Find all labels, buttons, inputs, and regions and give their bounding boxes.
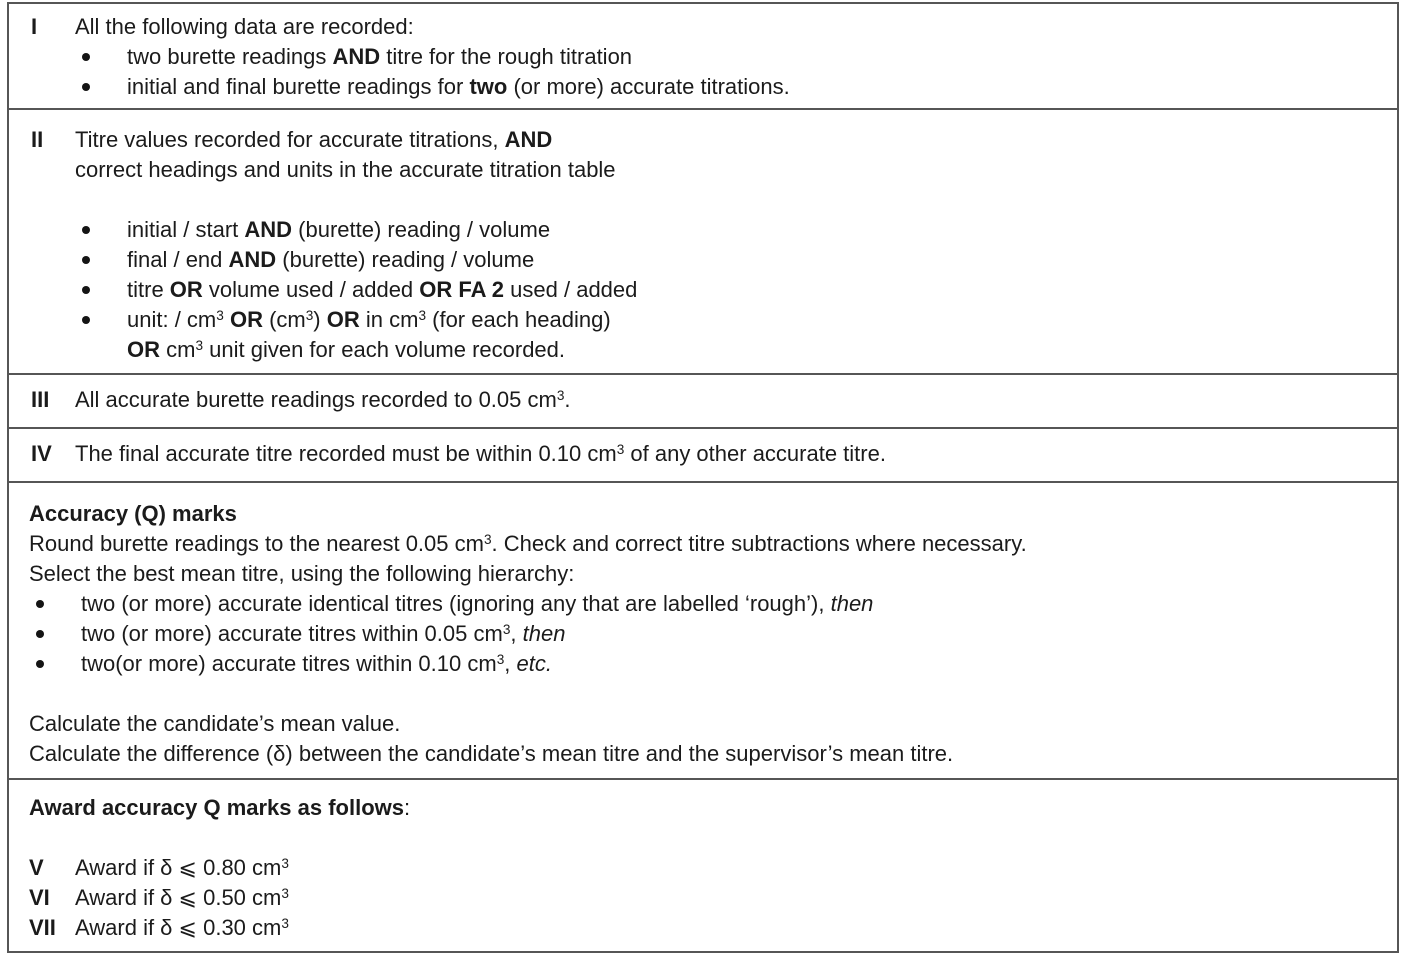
text-line bbox=[29, 709, 1353, 739]
text-segment: cm bbox=[160, 337, 196, 362]
text-segment: Award if δ ⩽ 0.30 cm bbox=[75, 915, 282, 940]
text-segment: Award accuracy Q marks as follows bbox=[29, 795, 404, 820]
text-segment: used / added bbox=[504, 277, 638, 302]
bullet-item bbox=[75, 42, 1379, 72]
bullet-item bbox=[29, 649, 1353, 679]
text-segment: All accurate burette readings recorded to 0.05 cm bbox=[75, 387, 557, 412]
text-segment: two burette readings bbox=[127, 44, 333, 69]
text-line bbox=[81, 619, 565, 649]
text-segment: OR FA 2 bbox=[419, 277, 505, 302]
row-content bbox=[75, 125, 1397, 365]
text-segment: two (or more) accurate identical titres (ignoring any that are labelled ‘rough’), bbox=[81, 591, 831, 616]
bullet-text bbox=[44, 619, 565, 649]
text-segment: Round burette readings to the nearest 0.05 cm bbox=[29, 531, 484, 556]
text-segment: AND bbox=[228, 247, 277, 272]
text-segment: 3 bbox=[281, 855, 289, 871]
text-segment: initial and final burette readings for bbox=[127, 74, 470, 99]
text-segment: The final accurate titre recorded must be within 0.10 cm bbox=[75, 441, 617, 466]
text-line bbox=[29, 793, 1379, 823]
bullet-item bbox=[75, 305, 1379, 365]
bullet-text bbox=[90, 275, 637, 305]
text-segment: 3 bbox=[616, 441, 625, 457]
text-segment: : bbox=[404, 795, 411, 820]
text-segment: titre bbox=[127, 277, 170, 302]
text-segment: 3 bbox=[556, 387, 565, 403]
bullet-icon bbox=[82, 53, 90, 61]
table-row-II bbox=[9, 108, 1397, 373]
row-content bbox=[75, 439, 1397, 469]
table-row-I bbox=[9, 4, 1397, 108]
criterion-numeral: VI bbox=[29, 885, 50, 910]
bullet-text bbox=[90, 42, 632, 72]
text-segment: 3 bbox=[305, 307, 314, 323]
text-segment: unit: / cm bbox=[127, 307, 217, 332]
bullet-item bbox=[75, 275, 1379, 305]
text-segment: Accuracy (Q) marks bbox=[29, 501, 237, 526]
text-segment: 3 bbox=[216, 307, 224, 323]
text-line bbox=[127, 275, 637, 305]
text-segment: , bbox=[510, 621, 523, 646]
row-content bbox=[75, 12, 1397, 102]
criterion-text bbox=[75, 883, 289, 913]
text-line bbox=[29, 499, 1353, 529]
bullet-icon bbox=[82, 286, 90, 294]
text-segment: etc. bbox=[516, 651, 552, 676]
bullet-icon bbox=[82, 83, 90, 91]
text-line bbox=[127, 305, 611, 335]
text-segment: (for each heading) bbox=[426, 307, 611, 332]
criterion-text bbox=[75, 853, 289, 883]
table-row-award bbox=[9, 778, 1397, 951]
bullet-icon bbox=[36, 600, 44, 608]
text-segment: titre for the rough titration bbox=[380, 44, 633, 69]
text-segment: (burette) reading / volume bbox=[292, 217, 551, 242]
blank-line bbox=[29, 823, 1379, 853]
text-segment: volume used / added bbox=[202, 277, 420, 302]
text-segment: 3 bbox=[483, 531, 492, 547]
text-segment: two(or more) accurate titres within 0.10 cm bbox=[81, 651, 497, 676]
criterion-row bbox=[29, 913, 1379, 943]
text-line bbox=[29, 559, 1353, 589]
bullet-item bbox=[75, 215, 1379, 245]
table-row-III bbox=[9, 373, 1397, 427]
criterion-numeral: VII bbox=[29, 915, 56, 940]
bullet-item bbox=[75, 72, 1379, 102]
row-content bbox=[29, 793, 1397, 943]
text-segment: then bbox=[830, 591, 874, 616]
text-line bbox=[75, 155, 1379, 185]
criterion-row bbox=[29, 883, 1379, 913]
text-segment: OR bbox=[326, 307, 360, 332]
text-segment: Select the best mean titre, using the following hierarchy: bbox=[29, 561, 575, 586]
text-line bbox=[127, 72, 790, 102]
text-segment: 3 bbox=[496, 651, 505, 667]
text-line bbox=[127, 42, 632, 72]
text-segment: Award if δ ⩽ 0.50 cm bbox=[75, 885, 282, 910]
text-line bbox=[29, 529, 1353, 559]
table-row-accuracy bbox=[9, 481, 1397, 778]
text-segment: correct headings and units in the accurate titration table bbox=[75, 157, 616, 182]
bullet-icon bbox=[82, 256, 90, 264]
text-segment: two (or more) accurate titres within 0.05 cm bbox=[81, 621, 503, 646]
table-row-IV bbox=[9, 427, 1397, 481]
bullet-item bbox=[29, 619, 1353, 649]
row-content bbox=[29, 499, 1371, 769]
criterion-text bbox=[75, 913, 289, 943]
text-segment: (cm bbox=[262, 307, 306, 332]
text-segment: (or more) accurate titrations. bbox=[507, 74, 790, 99]
text-segment: 3 bbox=[502, 621, 511, 637]
text-segment: ) bbox=[313, 307, 327, 332]
text-segment: initial / start bbox=[127, 217, 245, 242]
criterion-row bbox=[29, 853, 1379, 883]
text-segment: 3 bbox=[195, 337, 204, 353]
text-segment: OR bbox=[169, 277, 203, 302]
text-segment: Award if δ ⩽ 0.80 cm bbox=[75, 855, 282, 880]
text-segment: Titre values recorded for accurate titrations, bbox=[75, 127, 505, 152]
bullet-item bbox=[29, 589, 1353, 619]
row-numeral: IV bbox=[31, 441, 52, 466]
text-line bbox=[75, 439, 1379, 469]
bullet-text bbox=[90, 215, 550, 245]
row-numeral: II bbox=[31, 127, 44, 152]
text-segment: AND bbox=[332, 44, 381, 69]
text-line bbox=[127, 335, 611, 365]
bullet-text bbox=[44, 649, 552, 679]
text-segment: AND bbox=[504, 127, 553, 152]
bullet-text bbox=[44, 589, 873, 619]
text-line bbox=[75, 12, 1379, 42]
mark-scheme-table bbox=[7, 2, 1399, 953]
row-numeral: III bbox=[31, 387, 50, 412]
text-segment: AND bbox=[244, 217, 293, 242]
text-segment: 3 bbox=[281, 885, 289, 901]
text-line bbox=[81, 589, 873, 619]
text-segment: (burette) reading / volume bbox=[276, 247, 535, 272]
bullet-icon bbox=[82, 226, 90, 234]
bullet-icon bbox=[36, 630, 44, 638]
row-numeral: I bbox=[31, 14, 38, 39]
text-segment: final / end bbox=[127, 247, 229, 272]
text-segment: , bbox=[504, 651, 517, 676]
row-content bbox=[75, 385, 1397, 415]
text-line bbox=[127, 215, 550, 245]
blank-line bbox=[75, 185, 1379, 215]
text-segment: All the following data are recorded: bbox=[75, 14, 414, 39]
bullet-item bbox=[75, 245, 1379, 275]
text-segment: . bbox=[564, 387, 571, 412]
text-segment: two bbox=[469, 74, 508, 99]
text-segment: unit given for each volume recorded. bbox=[203, 337, 566, 362]
text-segment: Calculate the difference (δ) between the candidate’s mean titre and the supervisor’s mean titre. bbox=[29, 741, 954, 766]
bullet-icon bbox=[36, 660, 44, 668]
blank-line bbox=[29, 679, 1353, 709]
text-segment: . Check and correct titre subtractions where necessary. bbox=[491, 531, 1027, 556]
bullet-icon bbox=[82, 316, 90, 324]
text-line bbox=[75, 385, 1379, 415]
text-segment: 3 bbox=[418, 307, 427, 323]
bullet-text bbox=[90, 305, 611, 365]
text-segment: in cm bbox=[359, 307, 419, 332]
criterion-numeral: V bbox=[29, 855, 44, 880]
bullet-text bbox=[90, 72, 790, 102]
text-segment: 3 bbox=[281, 915, 289, 931]
text-segment: OR bbox=[127, 337, 160, 362]
text-segment: Calculate the candidate’s mean value. bbox=[29, 711, 401, 736]
text-line bbox=[81, 649, 552, 679]
text-line bbox=[29, 739, 1353, 769]
text-segment: of any other accurate titre. bbox=[624, 441, 886, 466]
bullet-text bbox=[90, 245, 534, 275]
text-segment: OR bbox=[229, 307, 263, 332]
text-line bbox=[75, 125, 1379, 155]
text-line bbox=[127, 245, 534, 275]
text-segment: then bbox=[522, 621, 566, 646]
